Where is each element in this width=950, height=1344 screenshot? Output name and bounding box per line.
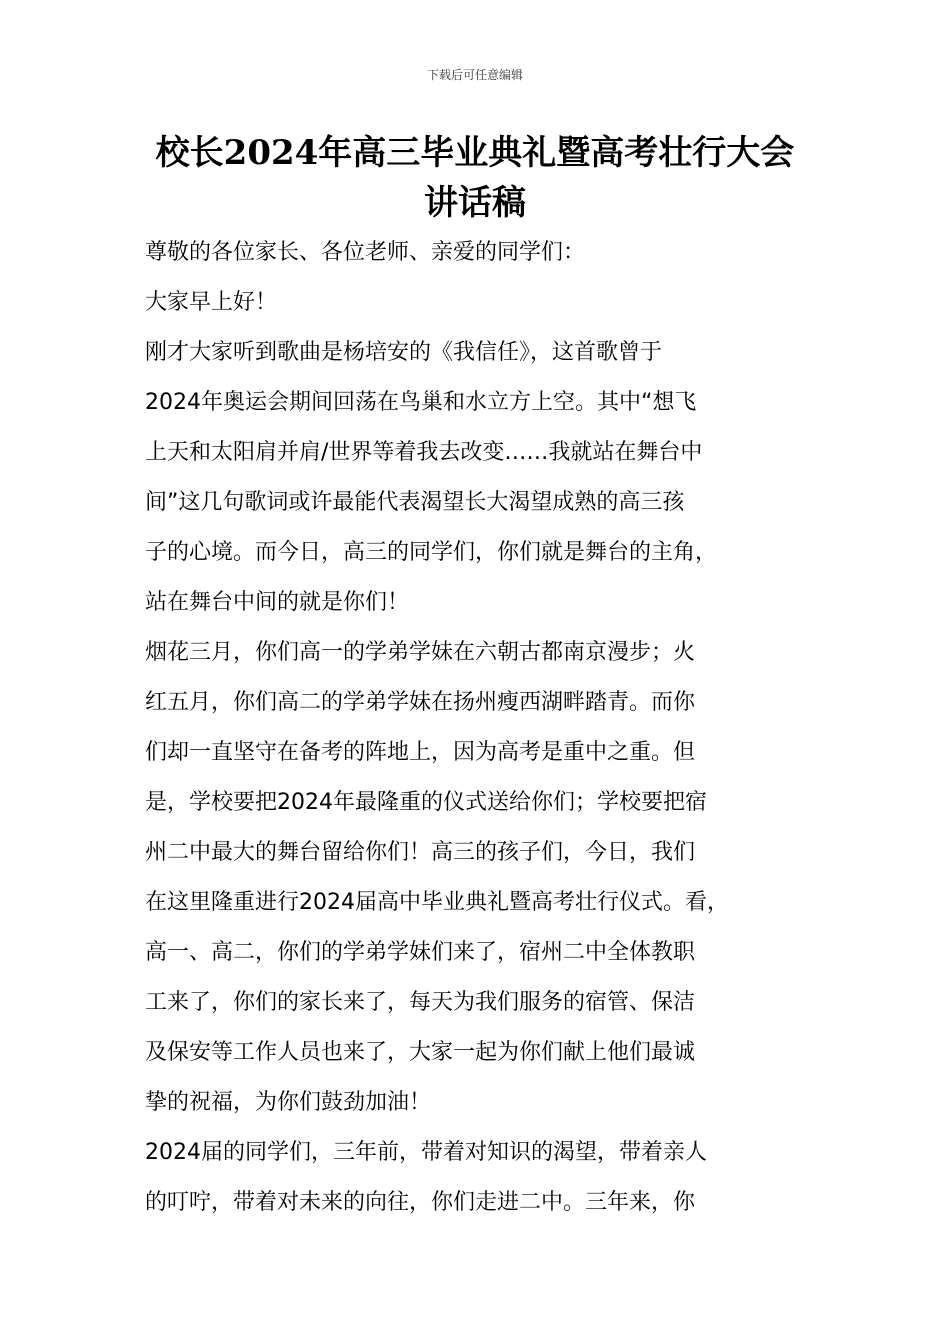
body-line: 的叮咛，带着对未来的向往，你们走进二中。三年来，你: [145, 1190, 696, 1215]
body-line: 是，学校要把2024年最隆重的仪式送给你们；学校要把宿: [145, 790, 707, 815]
body-line: 刚才大家听到歌曲是杨培安的《我信任》，这首歌曾于: [145, 340, 663, 365]
body-line: 2024年奥运会期间回荡在鸟巢和水立方上空。其中“想飞: [145, 390, 697, 415]
body-line: 高一、高二，你们的学弟学妹们来了，宿州二中全体教职: [145, 940, 696, 965]
body-line: 在这里隆重进行2024届高中毕业典礼暨高考壮行仪式。看，: [145, 890, 729, 915]
body-line: 州二中最大的舞台留给你们！高三的孩子们，今日，我们: [145, 840, 696, 865]
body-line: 2024届的同学们，三年前，带着对知识的渴望，带着亲人: [145, 1140, 707, 1165]
title-line-1: 校长2024年高三毕业典礼暨高考壮行大会: [155, 133, 795, 173]
salutation-line: 尊敬的各位家长、各位老师、亲爱的同学们：: [145, 240, 586, 265]
body-line: 间”这几句歌词或许最能代表渴望长大渴望成熟的高三孩: [145, 490, 685, 515]
document-body: [145, 228, 825, 1228]
body-line: 工来了，你们的家长来了，每天为我们服务的宿管、保洁: [145, 990, 696, 1015]
body-line: 上天和太阳肩并肩/世界等着我去改变……我就站在舞台中: [145, 440, 703, 465]
header-note: 下载后可任意编辑: [426, 68, 523, 82]
body-line: 站在舞台中间的就是你们！: [145, 590, 410, 615]
body-line: 及保安等工作人员也来了，大家一起为你们献上他们最诚: [145, 1040, 696, 1065]
body-line: 红五月，你们高二的学弟学妹在扬州瘦西湖畔踏青。而你: [145, 690, 696, 715]
title-line-2: 讲话稿: [424, 183, 526, 223]
body-line: 烟花三月，你们高一的学弟学妹在六朝古都南京漫步；火: [145, 640, 696, 665]
document-title: [100, 128, 850, 228]
greeting-line: 大家早上好！: [145, 290, 278, 315]
body-line: 子的心境。而今日，高三的同学们，你们就是舞台的主角，: [145, 540, 718, 565]
body-line: 们却一直坚守在备考的阵地上，因为高考是重中之重。但: [145, 740, 696, 765]
body-line: 挚的祝福，为你们鼓劲加油！: [145, 1090, 432, 1115]
